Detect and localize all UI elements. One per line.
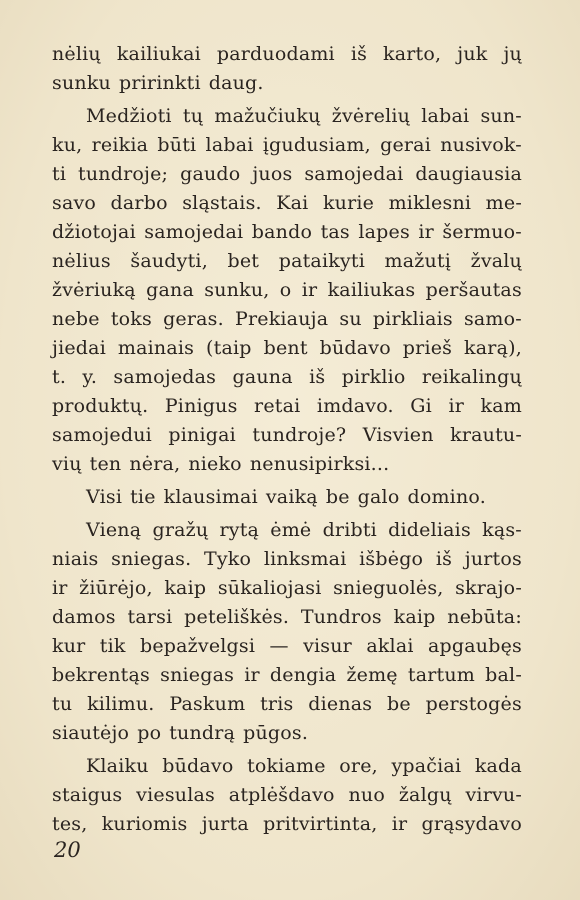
word: staigus (52, 784, 123, 806)
word: bekrentąs (52, 664, 150, 686)
word: virvu- (465, 784, 522, 806)
word: sniegas (160, 664, 235, 686)
word: kam (480, 395, 522, 417)
word: Klaiku (86, 755, 149, 777)
paragraph-5 (52, 752, 522, 839)
text-line (52, 247, 522, 276)
paragraph-1 (52, 40, 522, 98)
word: kąs- (482, 519, 522, 541)
word: dengia (269, 664, 337, 686)
text-line (52, 574, 522, 603)
word: būdavo (319, 337, 391, 359)
word: perstogės (425, 693, 522, 715)
word: Visvien (362, 424, 434, 446)
word: be (387, 693, 411, 715)
word: tarsi (127, 606, 173, 628)
word: sniegas. (111, 548, 192, 570)
word: tas (320, 221, 350, 243)
word: būti (157, 134, 197, 156)
paragraph-4 (52, 516, 522, 748)
word: klausimai (163, 486, 258, 508)
text-line (52, 305, 522, 334)
word: labai (205, 134, 254, 156)
text-line (52, 483, 522, 512)
page-number: 20 (54, 838, 81, 862)
word: po (137, 722, 162, 744)
word: kurie (322, 192, 375, 214)
word: siautėjo (52, 722, 130, 744)
word: domino. (407, 486, 486, 508)
word: parduodami (216, 43, 335, 65)
word: gaudo (180, 163, 241, 185)
word: tundroje? (252, 424, 347, 446)
word: nuo (348, 784, 386, 806)
word: žemę (346, 664, 398, 686)
word: savo (52, 192, 97, 214)
word: peteliškės. (184, 606, 290, 628)
word: aklai (366, 635, 414, 657)
word: karto, (383, 43, 442, 65)
word: darbo (110, 192, 168, 214)
word: gerai (380, 134, 431, 156)
word: ir (418, 221, 434, 243)
word: ir (448, 395, 465, 417)
word: Kai (276, 192, 309, 214)
word: jurta (201, 813, 249, 835)
word: Paskum (169, 693, 246, 715)
word: ir (244, 664, 260, 686)
word: be (325, 486, 350, 508)
word: peršautas (425, 279, 522, 301)
word: samojedas (113, 366, 217, 388)
word: labai (421, 105, 470, 127)
word: pirklio (341, 366, 406, 388)
text-line (52, 131, 522, 160)
word: Gi (410, 395, 432, 417)
word: miklesni (388, 192, 472, 214)
word: tris (260, 693, 294, 715)
word: ir (301, 279, 318, 301)
word: iš (350, 43, 368, 65)
text-line (52, 189, 522, 218)
text-line (52, 752, 522, 781)
word: tų (182, 105, 204, 127)
text-line (52, 516, 522, 545)
word: ėmė (270, 519, 312, 541)
word: snieguolės, (333, 577, 444, 599)
text-line (52, 276, 522, 305)
body-text (52, 40, 522, 843)
word: kuriomis (101, 813, 188, 835)
word: tie (130, 486, 156, 508)
word: šaudyti, (130, 250, 208, 272)
word: sląstais. (182, 192, 262, 214)
word: tartum (407, 664, 476, 686)
word: pritvirtinta, (263, 813, 378, 835)
word: bepažvelgsi (139, 635, 256, 657)
word: žvėriuką (52, 279, 136, 301)
word: žiūrėjo, (79, 577, 153, 599)
word: tik (99, 635, 126, 657)
text-line (52, 334, 522, 363)
word: niais (52, 548, 99, 570)
text-line (52, 661, 522, 690)
word: linksmai (263, 548, 347, 570)
word: imdavo. (316, 395, 394, 417)
word: daug. (208, 72, 264, 94)
word: gana (146, 279, 194, 301)
word: prieš (402, 337, 453, 359)
word: reikalingų (421, 366, 522, 388)
word: samojedai (144, 221, 244, 243)
word: samo- (463, 308, 522, 330)
text-line (52, 781, 522, 810)
text-line (52, 102, 522, 131)
word: ypačiai (391, 755, 462, 777)
word: bando (251, 221, 313, 243)
text-line (52, 160, 522, 189)
text-line (52, 450, 522, 479)
text-line (52, 363, 522, 392)
word: bent (263, 337, 308, 359)
word: ti (52, 163, 67, 185)
word: samojedai (304, 163, 404, 185)
word: būdavo (162, 755, 234, 777)
word: nusivok- (440, 134, 522, 156)
word: bal- (485, 664, 522, 686)
word: krautu- (450, 424, 522, 446)
word: nenusipirksi... (249, 453, 390, 475)
word: tes, (52, 813, 88, 835)
word: retai (254, 395, 301, 417)
text-line (52, 69, 522, 98)
word: Pinigus (164, 395, 238, 417)
word: Medžioti (86, 105, 172, 127)
word: nebe (52, 308, 100, 330)
word: ten (89, 453, 122, 475)
word: kaip (164, 577, 207, 599)
word: sun- (480, 105, 522, 127)
word: kailiukas (327, 279, 416, 301)
word: mažutį (384, 250, 452, 272)
word: gražų (152, 519, 209, 541)
word: viesulas (136, 784, 215, 806)
word: nėra, (129, 453, 181, 475)
word: tu (52, 693, 73, 715)
word: jurtos (464, 548, 522, 570)
word: žvalų (470, 250, 522, 272)
word: — (269, 635, 289, 657)
paragraph-3 (52, 483, 522, 512)
word: ir (391, 813, 408, 835)
word: džiotojai (52, 221, 136, 243)
text-line (52, 421, 522, 450)
word: pinigai (168, 424, 236, 446)
word: rytą (219, 519, 260, 541)
word: Visi (86, 486, 123, 508)
word: žalgų (398, 784, 452, 806)
word: Prekiauja (234, 308, 329, 330)
word: daugiausia (415, 163, 522, 185)
word: pūgos. (243, 722, 309, 744)
word: Tyko (203, 548, 252, 570)
word: žvėrelių (331, 105, 411, 127)
word: dribti (322, 519, 377, 541)
word: kilimu. (87, 693, 155, 715)
text-line (52, 603, 522, 632)
word: tokiame (247, 755, 326, 777)
text-line (52, 545, 522, 574)
word: jiedai (52, 337, 106, 359)
text-line (52, 218, 522, 247)
word: ku, (52, 134, 83, 156)
word: jų (503, 43, 522, 65)
word: grąsydavo (421, 813, 522, 835)
text-line (52, 392, 522, 421)
word: ore, (339, 755, 378, 777)
word: (taip (206, 337, 252, 359)
word: pririnkti (118, 72, 201, 94)
word: visur (303, 635, 352, 657)
word: karą), (464, 337, 522, 359)
word: y. (82, 366, 98, 388)
word: iš (435, 548, 453, 570)
word: vaiką (265, 486, 318, 508)
word: pirkliais (372, 308, 453, 330)
word: nėlių (52, 43, 101, 65)
word: sunku (52, 72, 111, 94)
word: kailiukai (116, 43, 201, 65)
word: bet (227, 250, 260, 272)
word: lapes (358, 221, 410, 243)
text-line (52, 719, 522, 748)
word: o (279, 279, 292, 301)
word: įgudusiam, (262, 134, 371, 156)
word: šermuo- (442, 221, 522, 243)
word: Vieną (86, 519, 142, 541)
word: skrajo- (455, 577, 522, 599)
word: gauna (232, 366, 293, 388)
word: kada (474, 755, 522, 777)
word: nieko (188, 453, 242, 475)
text-line (52, 40, 522, 69)
text-line (52, 632, 522, 661)
word: kaip (393, 606, 436, 628)
word: me- (485, 192, 522, 214)
word: nėlius (52, 250, 111, 272)
word: su (339, 308, 362, 330)
word: ir (52, 577, 68, 599)
word: mažučiukų (214, 105, 321, 127)
word: išbėgo (359, 548, 424, 570)
word: sūkaliojasi (217, 577, 322, 599)
word: iš (309, 366, 326, 388)
word: dienas (308, 693, 373, 715)
text-line (52, 810, 522, 839)
word: geras. (163, 308, 224, 330)
word: galo (357, 486, 400, 508)
paragraph-2 (52, 102, 522, 479)
word: tundroje; (78, 163, 169, 185)
word: dideliais (388, 519, 471, 541)
word: samojedui (52, 424, 152, 446)
word: atplėšdavo (228, 784, 335, 806)
word: kur (52, 635, 86, 657)
word: tundrą (169, 722, 236, 744)
word: produktų. (52, 395, 149, 417)
word: juos (252, 163, 293, 185)
word: vių (52, 453, 82, 475)
word: t. (52, 366, 67, 388)
word: nebūta: (447, 606, 522, 628)
word: juk (457, 43, 488, 65)
word: damos (52, 606, 116, 628)
word: reikia (91, 134, 149, 156)
text-line (52, 690, 522, 719)
word: apgaubęs (428, 635, 522, 657)
word: Tundros (300, 606, 382, 628)
word: pataikyti (278, 250, 365, 272)
word: sunku, (204, 279, 270, 301)
word: mainais (117, 337, 195, 359)
word: toks (110, 308, 152, 330)
